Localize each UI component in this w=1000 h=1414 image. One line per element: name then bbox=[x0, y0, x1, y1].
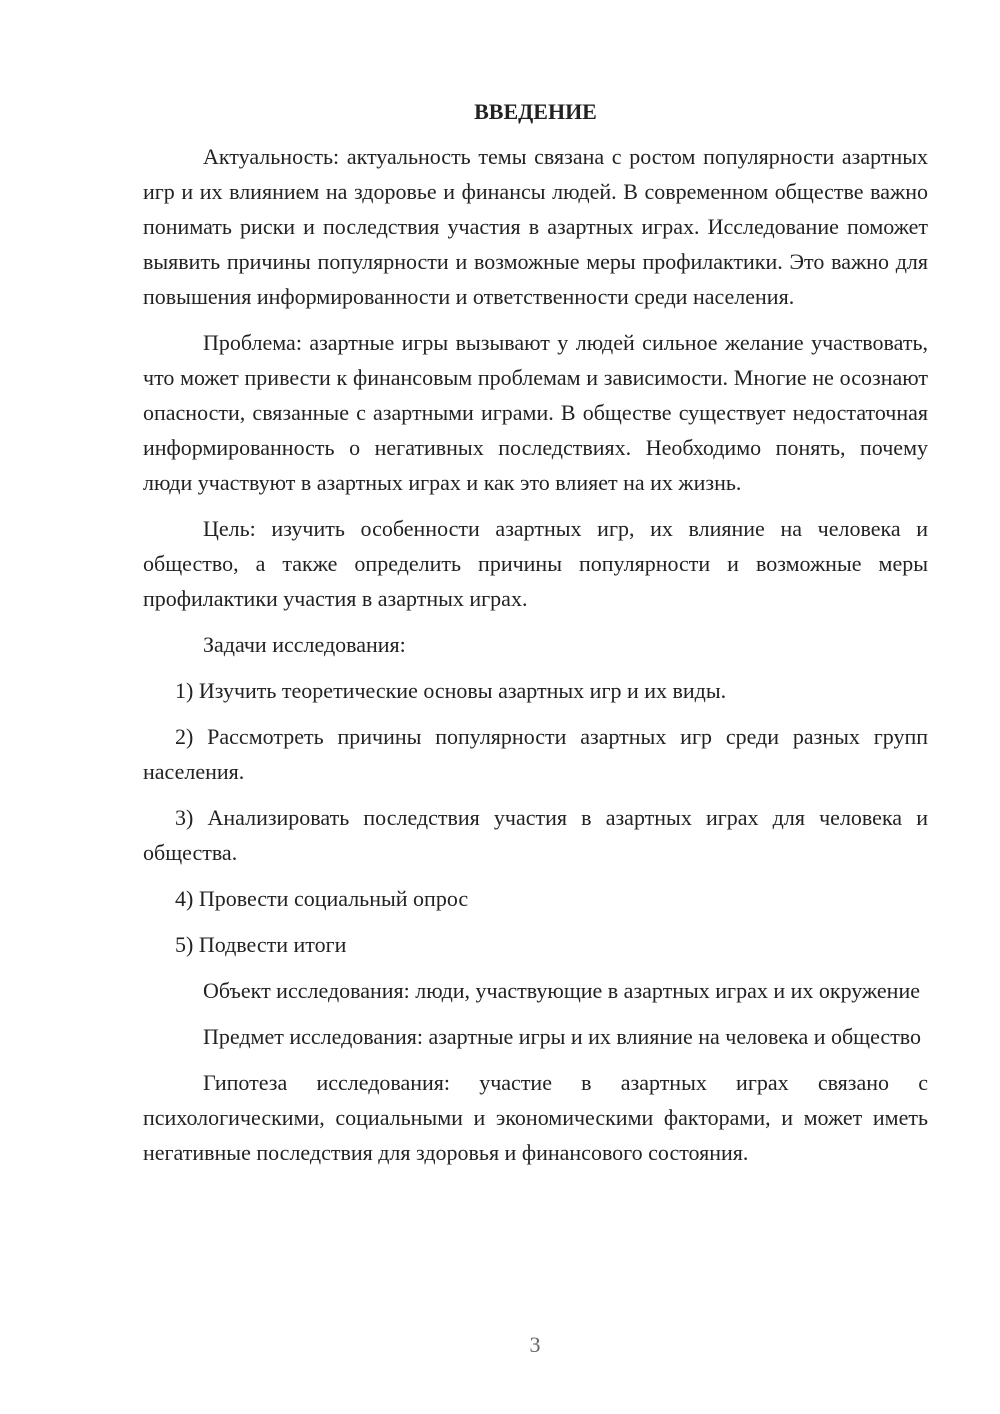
paragraph-problem: Проблема: азартные игры вызывают у людей сильное желание участвовать, что может привести к финансовым проблемам и зависимости. Многие не осознают опасности, связанные с азартными играми. В обществе существует недостаточная информированность о негативных последствиях. Необходимо понять, почему люди участвуют в азартных играх и как это влияет на их жизнь. bbox=[143, 330, 928, 495]
list-item: 3) Анализировать последствия участия в азартных играх для человека и общества. bbox=[143, 805, 928, 865]
tasks-list bbox=[143, 673, 928, 962]
paragraph-subject: Предмет исследования: азартные игры и их влияние на человека и общество bbox=[203, 1024, 922, 1049]
tasks-heading: Задачи исследования: bbox=[203, 632, 406, 657]
paragraph-object: Объект исследования: люди, участвующие в азартных играх и их окружение bbox=[203, 978, 920, 1003]
paragraph-goal: Цель: изучить особенности азартных игр, их влияние на человека и общество, а также определить причины популярности и возможные меры профилактики участия в азартных играх. bbox=[143, 516, 928, 611]
paragraph-hypothesis: Гипотеза исследования: участие в азартных играх связано с психологическими, социальными и экономическими факторами, и может иметь негативные последствия для здоровья и финансового состояния. bbox=[143, 1070, 928, 1165]
list-item: 1) Изучить теоретические основы азартных игр и их виды. bbox=[175, 678, 727, 703]
list-item: 4) Провести социальный опрос bbox=[175, 886, 469, 911]
paragraph-relevance: Актуальность: актуальность темы связана с ростом популярности азартных игр и их влиянием на здоровье и финансы людей. В современном обществе важно понимать риски и последствия участия в азартных играх. Исследование поможет выявить причины популярности и возможные меры профилактики. Это важно для повышения информированности и ответственности среди населения. bbox=[143, 144, 928, 309]
page-title: ВВЕДЕНИЕ bbox=[474, 99, 597, 124]
list-item: 2) Рассмотреть причины популярности азартных игр среди разных групп населения. bbox=[143, 724, 928, 784]
page-number: 3 bbox=[529, 1332, 541, 1357]
document-page bbox=[143, 94, 928, 1181]
list-item: 5) Подвести итоги bbox=[175, 932, 347, 957]
